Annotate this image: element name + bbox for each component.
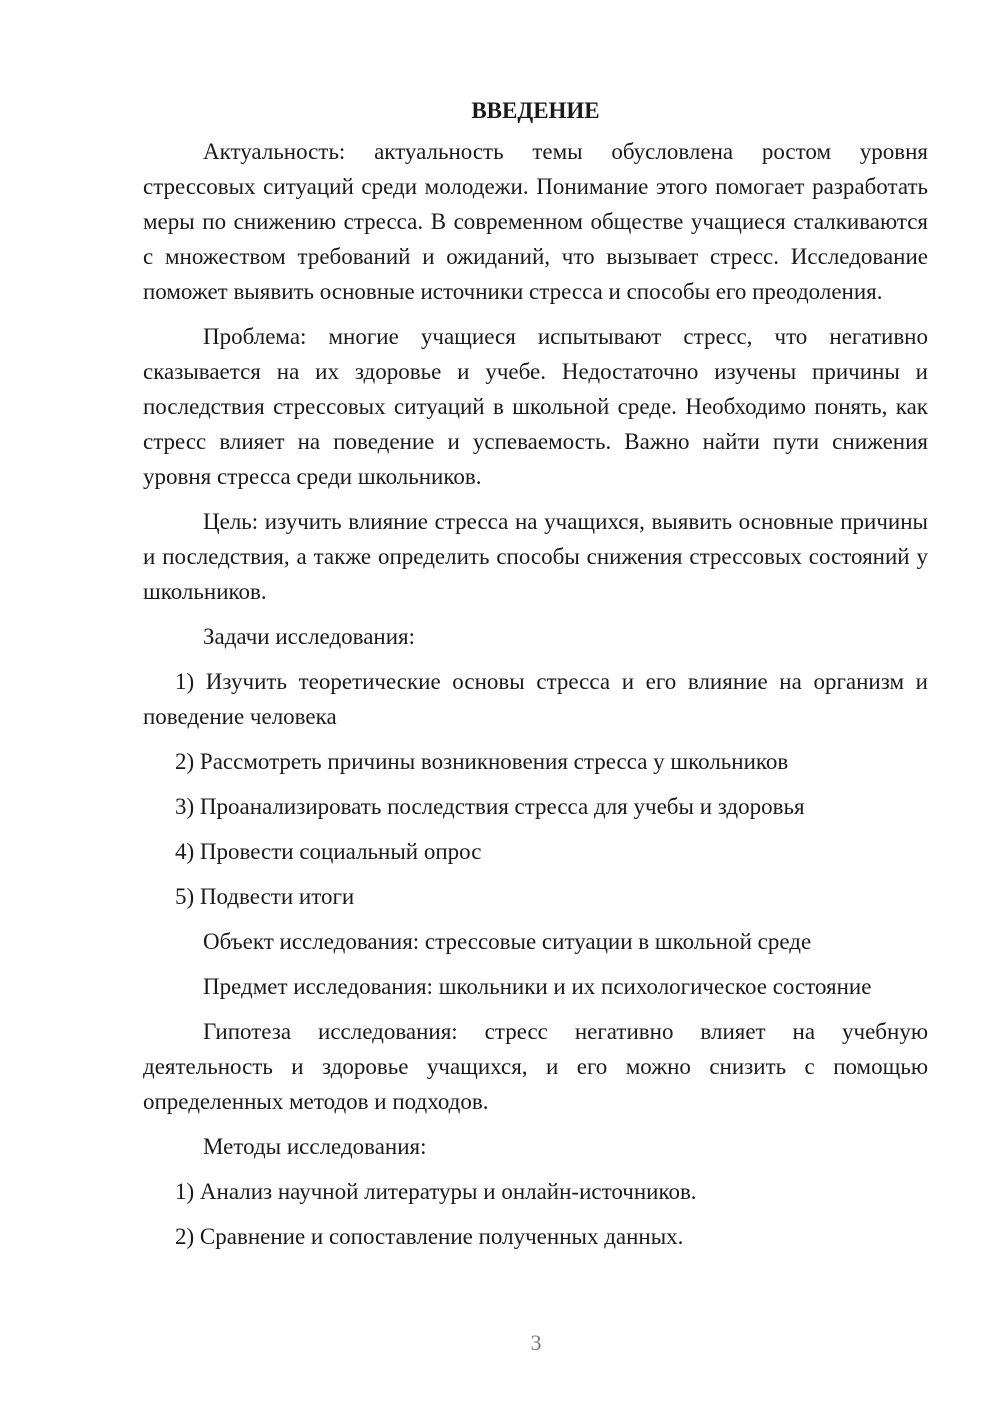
method-item: 2) Сравнение и сопоставление полученных данных.	[175, 1224, 684, 1249]
task-item: 4) Провести социальный опрос	[175, 839, 482, 864]
page-title: ВВЕДЕНИЕ	[471, 98, 600, 123]
research-object: Объект исследования: стрессовые ситуации в школьной среде	[203, 929, 812, 954]
page-content	[143, 93, 928, 1264]
task-item: 3) Проанализировать последствия стресса для учебы и здоровья	[175, 794, 805, 819]
method-item: 1) Анализ научной литературы и онлайн-источников.	[175, 1179, 697, 1204]
goal-paragraph: Цель: изучить влияние стресса на учащихся, выявить основные причины и последствия, а также определить способы снижения стрессовых состояний у школьников.	[143, 509, 928, 604]
hypothesis-paragraph: Гипотеза исследования: стресс негативно влияет на учебную деятельность и здоровье учащихся, и его можно снизить с помощью определенных методов и подходов.	[143, 1019, 928, 1114]
task-item: 2) Рассмотреть причины возникновения стресса у школьников	[175, 749, 789, 774]
relevance-paragraph: Актуальность: актуальность темы обусловлена ростом уровня стрессовых ситуаций среди молодежи. Понимание этого помогает разработать меры по снижению стресса. В современном обществе учащиеся сталкиваются с множеством требований и ожиданий, что вызывает стресс. Исследование поможет выявить основные источники стресса и способы его преодоления.	[143, 139, 928, 304]
problem-paragraph: Проблема: многие учащиеся испытывают стресс, что негативно сказывается на их здоровье и учебе. Недостаточно изучены причины и последствия стрессовых ситуаций в школьной среде. Необходимо понять, как стресс влияет на поведение и успеваемость. Важно найти пути снижения уровня стресса среди школьников.	[143, 324, 928, 489]
methods-heading: Методы исследования:	[203, 1134, 427, 1159]
page-number: 3	[530, 1330, 542, 1355]
task-item: 1) Изучить теоретические основы стресса и его влияние на организм и поведение человека	[143, 669, 928, 729]
task-item: 5) Подвести итоги	[175, 884, 355, 909]
research-subject: Предмет исследования: школьники и их психологическое состояние	[203, 974, 872, 999]
tasks-heading: Задачи исследования:	[203, 624, 416, 649]
